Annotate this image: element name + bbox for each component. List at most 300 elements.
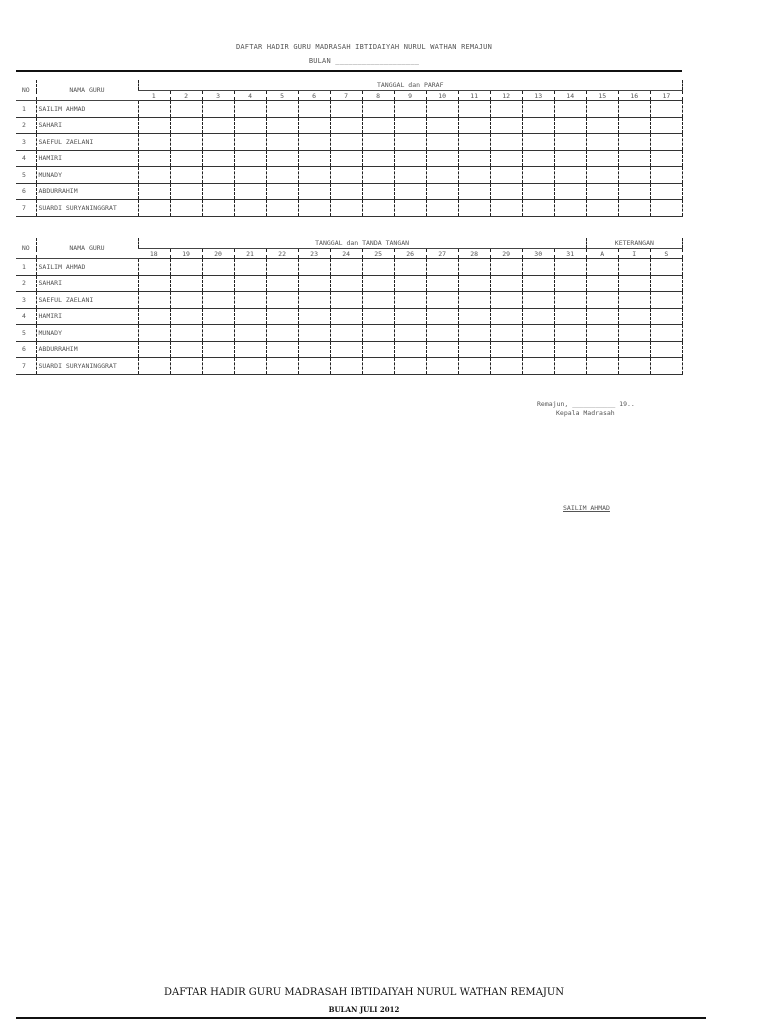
attendance-cell	[298, 167, 330, 184]
attendance-cell	[170, 183, 202, 200]
attendance-cell	[490, 200, 522, 217]
attendance-cell	[234, 292, 266, 309]
attendance-cell	[490, 183, 522, 200]
teacher-name: SAILIM AHMAD	[36, 259, 138, 276]
day-number-header: 31	[554, 249, 586, 259]
attendance-cell	[138, 101, 170, 118]
attendance-cell	[458, 200, 490, 217]
name-column-header: NAMA GURU	[36, 80, 138, 101]
table-row	[16, 150, 683, 167]
attendance-cell	[266, 167, 298, 184]
attendance-cell	[458, 292, 490, 309]
attendance-cell	[170, 308, 202, 325]
attendance-cell	[586, 150, 618, 167]
day-number-header: 27	[426, 249, 458, 259]
table-row	[16, 200, 683, 217]
attendance-cell	[202, 259, 234, 276]
attendance-cell	[522, 275, 554, 292]
attendance-cell	[362, 358, 394, 375]
day-number-header: 6	[298, 91, 330, 101]
attendance-cell	[138, 134, 170, 151]
footer-rule	[16, 1017, 706, 1019]
attendance-cell	[394, 275, 426, 292]
attendance-cell	[234, 308, 266, 325]
day-number-header: 29	[490, 249, 522, 259]
attendance-cell	[202, 167, 234, 184]
attendance-cell	[490, 150, 522, 167]
teacher-name: ABDURRAHIM	[36, 341, 138, 358]
day-number-header: 17	[650, 91, 682, 101]
day-number-header: 14	[554, 91, 586, 101]
day-number-header: 16	[618, 91, 650, 101]
attendance-cell	[586, 101, 618, 118]
attendance-cell	[266, 183, 298, 200]
attendance-cell	[426, 134, 458, 151]
attendance-cell	[330, 183, 362, 200]
attendance-cell	[362, 134, 394, 151]
attendance-cell	[298, 117, 330, 134]
attendance-cell	[234, 183, 266, 200]
attendance-cell	[426, 183, 458, 200]
attendance-cell	[202, 117, 234, 134]
attendance-cell	[458, 134, 490, 151]
attendance-cell	[266, 292, 298, 309]
attendance-cell	[330, 117, 362, 134]
day-number-header: 21	[234, 249, 266, 259]
row-number: 3	[16, 134, 36, 151]
attendance-cell	[490, 292, 522, 309]
attendance-cell	[586, 200, 618, 217]
attendance-cell	[394, 167, 426, 184]
signature-place-date: Remajun, ___________ 19..	[537, 400, 635, 408]
attendance-cell	[362, 150, 394, 167]
attendance-cell	[522, 134, 554, 151]
teacher-name: SAILIM AHMAD	[36, 101, 138, 118]
attendance-cell	[234, 200, 266, 217]
attendance-cell	[298, 259, 330, 276]
attendance-cell	[362, 167, 394, 184]
attendance-cell	[458, 259, 490, 276]
attendance-cell	[330, 101, 362, 118]
attendance-cell	[618, 275, 650, 292]
row-number: 6	[16, 183, 36, 200]
teacher-name: MUNADY	[36, 325, 138, 342]
attendance-cell	[234, 259, 266, 276]
attendance-cell	[330, 341, 362, 358]
attendance-cell	[618, 150, 650, 167]
attendance-cell	[330, 167, 362, 184]
row-number: 6	[16, 341, 36, 358]
attendance-cell	[522, 325, 554, 342]
attendance-cell	[266, 200, 298, 217]
attendance-cell	[362, 292, 394, 309]
row-number: 7	[16, 358, 36, 375]
attendance-cell	[298, 341, 330, 358]
attendance-cell	[490, 167, 522, 184]
month-line: BULAN ___________________	[308, 57, 420, 65]
attendance-cell	[234, 341, 266, 358]
attendance-cell	[426, 292, 458, 309]
attendance-cell	[554, 101, 586, 118]
attendance-cell	[650, 259, 682, 276]
attendance-cell	[554, 150, 586, 167]
teacher-name: SAHARI	[36, 275, 138, 292]
attendance-cell	[490, 259, 522, 276]
attendance-cell	[202, 358, 234, 375]
day-number-header: 3	[202, 91, 234, 101]
signature-name: SAILIM AHMAD	[563, 504, 610, 512]
attendance-cell	[458, 325, 490, 342]
attendance-cell	[394, 259, 426, 276]
attendance-cell	[138, 259, 170, 276]
attendance-cell	[394, 308, 426, 325]
attendance-cell	[490, 308, 522, 325]
attendance-cell	[266, 150, 298, 167]
attendance-cell	[362, 117, 394, 134]
attendance-cell	[138, 308, 170, 325]
attendance-cell	[362, 308, 394, 325]
table-row	[16, 341, 683, 358]
attendance-cell	[458, 275, 490, 292]
attendance-cell	[298, 358, 330, 375]
keterangan-code-header: S	[650, 249, 682, 259]
attendance-cell	[394, 117, 426, 134]
attendance-cell	[234, 358, 266, 375]
attendance-cell	[330, 134, 362, 151]
attendance-cell	[298, 292, 330, 309]
attendance-cell	[362, 259, 394, 276]
attendance-cell	[650, 134, 682, 151]
attendance-cell	[202, 200, 234, 217]
header-row	[16, 238, 683, 249]
table-row	[16, 167, 683, 184]
attendance-cell	[362, 101, 394, 118]
attendance-cell	[138, 150, 170, 167]
day-number-header: 1	[138, 91, 170, 101]
attendance-cell	[490, 101, 522, 118]
attendance-cell	[138, 117, 170, 134]
attendance-cell	[298, 134, 330, 151]
row-number: 4	[16, 150, 36, 167]
table-row	[16, 259, 683, 276]
attendance-cell	[394, 134, 426, 151]
day-number-header: 13	[522, 91, 554, 101]
attendance-cell	[522, 259, 554, 276]
attendance-cell	[138, 183, 170, 200]
attendance-cell	[170, 134, 202, 151]
attendance-cell	[426, 101, 458, 118]
table-row	[16, 117, 683, 134]
attendance-cell	[586, 117, 618, 134]
attendance-cell	[394, 292, 426, 309]
attendance-cell	[202, 183, 234, 200]
attendance-cell	[650, 167, 682, 184]
attendance-cell	[586, 358, 618, 375]
header-row	[16, 80, 683, 91]
attendance-cell	[458, 183, 490, 200]
teacher-name: MUNADY	[36, 167, 138, 184]
attendance-cell	[554, 117, 586, 134]
attendance-cell	[522, 150, 554, 167]
teacher-name: ABDURRAHIM	[36, 183, 138, 200]
attendance-cell	[650, 150, 682, 167]
no-column-header: NO	[16, 80, 36, 101]
attendance-cell	[554, 200, 586, 217]
attendance-cell	[138, 341, 170, 358]
attendance-cell	[522, 358, 554, 375]
attendance-cell	[170, 117, 202, 134]
attendance-cell	[298, 200, 330, 217]
day-number-header: 10	[426, 91, 458, 101]
day-number-header: 22	[266, 249, 298, 259]
attendance-cell	[554, 275, 586, 292]
attendance-cell	[586, 292, 618, 309]
table-row	[16, 134, 683, 151]
attendance-cell	[458, 117, 490, 134]
attendance-cell	[426, 358, 458, 375]
attendance-cell	[554, 183, 586, 200]
attendance-cell	[298, 183, 330, 200]
row-number: 1	[16, 101, 36, 118]
attendance-cell	[138, 167, 170, 184]
teacher-name: HAMIRI	[36, 308, 138, 325]
row-number: 5	[16, 167, 36, 184]
attendance-cell	[618, 134, 650, 151]
attendance-cell	[554, 259, 586, 276]
keterangan-code-header: A	[586, 249, 618, 259]
attendance-cell	[362, 341, 394, 358]
top-rule	[16, 70, 682, 72]
attendance-cell	[522, 167, 554, 184]
attendance-cell	[266, 341, 298, 358]
footer-title: DAFTAR HADIR GURU MADRASAH IBTIDAIYAH NURUL WATHAN REMAJUN	[163, 987, 565, 998]
day-number-header: 4	[234, 91, 266, 101]
footer-subtitle: BULAN JULI 2012	[328, 1005, 400, 1014]
row-number: 2	[16, 117, 36, 134]
attendance-cell	[394, 325, 426, 342]
day-number-header: 28	[458, 249, 490, 259]
attendance-cell	[298, 308, 330, 325]
attendance-cell	[138, 358, 170, 375]
attendance-cell	[202, 325, 234, 342]
attendance-cell	[298, 325, 330, 342]
attendance-cell	[170, 167, 202, 184]
attendance-cell	[490, 341, 522, 358]
attendance-cell	[586, 134, 618, 151]
attendance-cell	[490, 325, 522, 342]
attendance-cell	[330, 150, 362, 167]
attendance-cell	[426, 341, 458, 358]
attendance-cell	[586, 167, 618, 184]
teacher-name: SAEFUL ZAELANI	[36, 134, 138, 151]
table-row	[16, 358, 683, 375]
attendance-cell	[234, 325, 266, 342]
attendance-cell	[426, 325, 458, 342]
attendance-table-2	[16, 238, 683, 375]
attendance-cell	[426, 259, 458, 276]
attendance-cell	[138, 325, 170, 342]
day-number-header: 9	[394, 91, 426, 101]
attendance-cell	[266, 134, 298, 151]
attendance-cell	[330, 358, 362, 375]
attendance-cell	[394, 101, 426, 118]
day-number-header: 20	[202, 249, 234, 259]
attendance-cell	[330, 308, 362, 325]
day-number-header: 30	[522, 249, 554, 259]
attendance-cell	[650, 117, 682, 134]
attendance-cell	[650, 200, 682, 217]
attendance-cell	[522, 101, 554, 118]
row-number: 5	[16, 325, 36, 342]
attendance-cell	[522, 183, 554, 200]
attendance-cell	[586, 275, 618, 292]
table-row	[16, 101, 683, 118]
attendance-cell	[554, 341, 586, 358]
attendance-cell	[586, 308, 618, 325]
day-number-header: 25	[362, 249, 394, 259]
attendance-cell	[170, 341, 202, 358]
attendance-cell	[170, 150, 202, 167]
attendance-cell	[202, 134, 234, 151]
attendance-cell	[458, 150, 490, 167]
attendance-cell	[458, 308, 490, 325]
attendance-cell	[618, 259, 650, 276]
attendance-cell	[330, 259, 362, 276]
attendance-cell	[650, 183, 682, 200]
attendance-cell	[618, 341, 650, 358]
day-number-header: 12	[490, 91, 522, 101]
attendance-cell	[618, 308, 650, 325]
day-number-header: 7	[330, 91, 362, 101]
keterangan-group-header: KETERANGAN	[586, 238, 682, 249]
attendance-cell	[554, 167, 586, 184]
attendance-cell	[618, 167, 650, 184]
attendance-cell	[522, 308, 554, 325]
attendance-cell	[522, 292, 554, 309]
attendance-cell	[234, 275, 266, 292]
attendance-cell	[554, 292, 586, 309]
attendance-cell	[202, 341, 234, 358]
attendance-cell	[554, 325, 586, 342]
attendance-cell	[586, 183, 618, 200]
teacher-name: SAEFUL ZAELANI	[36, 292, 138, 309]
attendance-cell	[618, 183, 650, 200]
day-number-header: 5	[266, 91, 298, 101]
day-number-header: 23	[298, 249, 330, 259]
attendance-cell	[234, 134, 266, 151]
attendance-cell	[426, 167, 458, 184]
attendance-cell	[394, 183, 426, 200]
attendance-cell	[266, 325, 298, 342]
signature-role: Kepala Madrasah	[556, 409, 615, 417]
attendance-cell	[650, 292, 682, 309]
attendance-cell	[394, 358, 426, 375]
attendance-cell	[586, 325, 618, 342]
attendance-cell	[586, 341, 618, 358]
name-column-header: NAMA GURU	[36, 238, 138, 259]
day-number-header: 24	[330, 249, 362, 259]
attendance-cell	[618, 358, 650, 375]
attendance-cell	[426, 308, 458, 325]
attendance-cell	[330, 292, 362, 309]
attendance-cell	[586, 259, 618, 276]
attendance-cell	[650, 325, 682, 342]
attendance-cell	[330, 325, 362, 342]
attendance-cell	[458, 341, 490, 358]
attendance-cell	[234, 150, 266, 167]
attendance-cell	[362, 200, 394, 217]
attendance-cell	[362, 183, 394, 200]
attendance-cell	[298, 150, 330, 167]
attendance-cell	[202, 101, 234, 118]
attendance-cell	[266, 117, 298, 134]
row-number: 4	[16, 308, 36, 325]
no-column-header: NO	[16, 238, 36, 259]
table-row	[16, 308, 683, 325]
attendance-cell	[618, 117, 650, 134]
date-group-header: TANGGAL dan PARAF	[138, 80, 683, 91]
attendance-cell	[618, 200, 650, 217]
row-number: 7	[16, 200, 36, 217]
attendance-cell	[458, 358, 490, 375]
attendance-cell	[426, 200, 458, 217]
attendance-cell	[330, 275, 362, 292]
attendance-cell	[170, 275, 202, 292]
attendance-cell	[234, 101, 266, 118]
day-number-header: 2	[170, 91, 202, 101]
attendance-cell	[650, 358, 682, 375]
table-row	[16, 275, 683, 292]
attendance-cell	[394, 341, 426, 358]
attendance-cell	[522, 200, 554, 217]
attendance-cell	[554, 134, 586, 151]
day-number-header: 15	[586, 91, 618, 101]
attendance-cell	[490, 134, 522, 151]
attendance-cell	[458, 101, 490, 118]
day-number-header: 11	[458, 91, 490, 101]
attendance-cell	[650, 308, 682, 325]
attendance-cell	[138, 200, 170, 217]
attendance-cell	[170, 101, 202, 118]
day-number-header: 26	[394, 249, 426, 259]
teacher-name: SUARDI SURYANINGGRAT	[36, 358, 138, 375]
attendance-table-1	[16, 80, 683, 217]
attendance-cell	[170, 325, 202, 342]
attendance-cell	[138, 292, 170, 309]
attendance-cell	[138, 275, 170, 292]
attendance-cell	[650, 101, 682, 118]
attendance-cell	[394, 200, 426, 217]
attendance-cell	[490, 117, 522, 134]
attendance-cell	[266, 259, 298, 276]
day-number-header: 8	[362, 91, 394, 101]
attendance-cell	[426, 275, 458, 292]
attendance-cell	[522, 117, 554, 134]
table-row	[16, 292, 683, 309]
attendance-cell	[170, 358, 202, 375]
attendance-cell	[170, 259, 202, 276]
attendance-cell	[650, 341, 682, 358]
row-number: 1	[16, 259, 36, 276]
teacher-name: HAMIRI	[36, 150, 138, 167]
attendance-cell	[618, 292, 650, 309]
attendance-cell	[490, 275, 522, 292]
attendance-cell	[170, 200, 202, 217]
keterangan-code-header: I	[618, 249, 650, 259]
day-number-header: 18	[138, 249, 170, 259]
attendance-cell	[202, 292, 234, 309]
day-number-header: 19	[170, 249, 202, 259]
